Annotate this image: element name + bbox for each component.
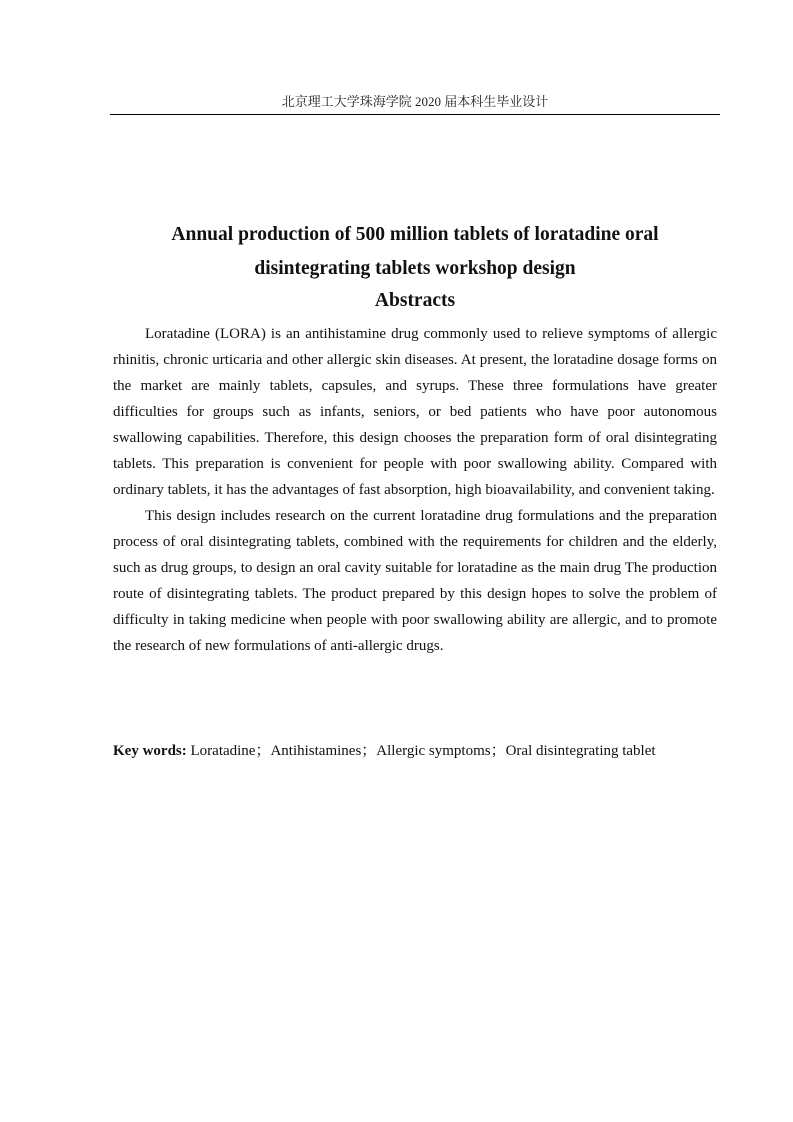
abstract-paragraph-2: This design includes research on the current loratadine drug formulations and the preparation process of oral disintegrating tablets, combined with the requirements for children and the elderly, such as drug groups, to design an oral cavity suitable for loratadine as the main drug The production route of disintegrating tablets. The product prepared by this design hopes to solve the problem of difficulty in taking medicine when people with poor swallowing ability are allergic, and to promote the research of new formulations of anti-allergic drugs. <box>113 508 717 654</box>
keywords-label: Key words: <box>113 743 187 759</box>
keywords-line <box>113 738 717 764</box>
abstract-heading: Abstracts <box>374 290 456 311</box>
keywords-text: Loratadine；Antihistamines；Allergic symptoms；Oral disintegrating tablet <box>186 743 656 759</box>
page-header: 北京理工大学珠海学院 2020 届本科生毕业设计 <box>281 94 549 109</box>
abstract-paragraph-1: Loratadine (LORA) is an antihistamine drug commonly used to relieve symptoms of allergic rhinitis, chronic urticaria and other allergic skin diseases. At present, the loratadine dosage forms on the market are mainly tablets, capsules, and syrups. These three formulations have greater difficulties for groups such as infants, seniors, or bed patients who have poor autonomous swallowing capabilities. Therefore, this design chooses the preparation form of oral disintegrating tablets. This preparation is convenient for people with poor swallowing ability. Compared with ordinary tablets, it has the advantages of fast absorption, high bioavailability, and convenient taking. <box>113 326 717 498</box>
title-line-2: disintegrating tablets workshop design <box>254 258 576 279</box>
header-divider <box>110 114 720 115</box>
document-title <box>110 218 720 286</box>
title-line-1: Annual production of 500 million tablets of loratadine oral <box>171 224 659 245</box>
abstract-body <box>113 321 717 659</box>
